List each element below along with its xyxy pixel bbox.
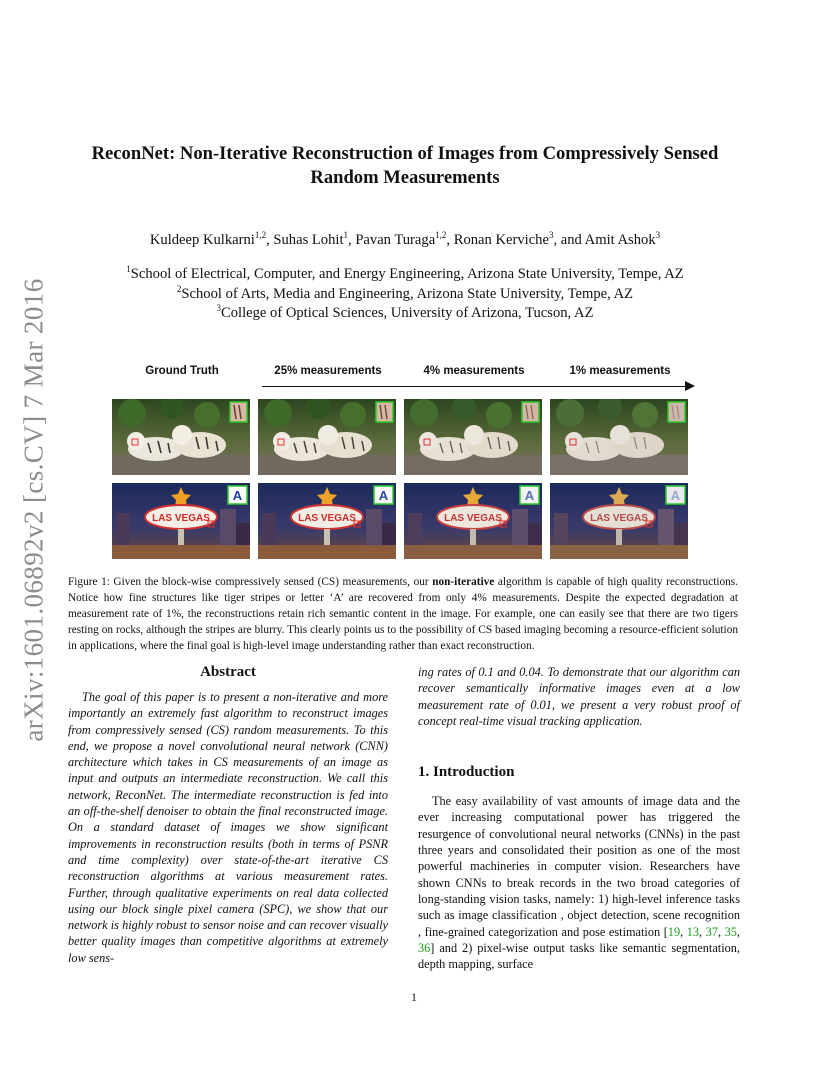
sign-text: LAS VEGAS bbox=[152, 513, 210, 524]
affiliation: $^2$School of Arts, Media and Engineering, Arizona State University, Tempe, AZ bbox=[176, 283, 634, 302]
figure-caption: Figure 1: Given the block-wise compressively sensed (CS) measurements, our non-iterative algorithm is capable of high quality reconstructions. Notice how fine structures like tiger stripes or letter ‘A’ are recovered from only 4% measurements. Despite the expected degradation at measurement rate of 1%, the reconstructions retain rich semantic content in the image. For example, one can easily see that there are two tigers resting on rocks, although the stripes are blurry. This clearly points us to the possibility of CS based imaging becoming a resource-efficient solution in applications, where the final goal is high-level image understanding rather than exact reconstruction. bbox=[68, 576, 738, 652]
abstract-text: The goal of this paper is to present a non-iterative and more importantly an extremely fast algorithm to reconstruct images from compressively sensed (CS) random measurements. To this end, we propose a novel convolutional neural network (CNN) architecture which takes in CS measurements of an image as input and outputs an intermediate reconstruction. We call this network, ReconNet. The intermediate reconstruction is fed into an off-the-shelf denoiser to obtain the final reconstructed image. On a standard dataset of images we show significant improvements in reconstruction results (both in terms of PSNR and time complexity) over state-of-the-art iterative CS reconstruction algorithms at various measurement rates. Further, through qualitative experiments on real data collected using our block single pixel camera (SPC), we show that our network is highly robust to sensor noise and can recover visually better quality images than competitive algorithms at extremely low sens- bbox=[68, 690, 388, 965]
abstract-continued: ing rates of 0.1 and 0.04. To demonstrate that our algorithm can recover semantically informative images even at a low measurement rate of 0.01, we present a very robust proof of concept real-time visual tracking application. bbox=[418, 665, 740, 728]
author: Amit Ashok$^3$ bbox=[584, 230, 661, 248]
citation-link[interactable]: 36 bbox=[418, 940, 431, 955]
affiliation-list bbox=[60, 265, 750, 324]
column-header: 4% measurements bbox=[423, 365, 525, 377]
inset-letter: A bbox=[378, 488, 389, 503]
citation-link[interactable]: 37 bbox=[705, 924, 718, 939]
arxiv-sidebar bbox=[14, 278, 54, 742]
sign-text: LAS VEGAS bbox=[298, 513, 356, 524]
caption-emphasis: non-iterative bbox=[432, 576, 495, 588]
introduction-text: The easy availability of vast amounts of image data and the ever increasing computational power has triggered the resurgence of convolutional neural networks (CNNs) in the past three years and consolidated their position as one of the most powerful machineries in computer vision. Researchers have shown CNNs to break records in the two broad categories of long-standing vision tasks, namely: 1) high-level inference tasks such as image classification , object detection, scene recognition , fine-grained categorization and pose estimation [19, 13, 37, 35, 36] and 2) pixel-wise output tasks like semantic segmentation, depth mapping, surface bbox=[418, 794, 740, 972]
vegas-image-25-percent bbox=[258, 483, 396, 559]
right-column bbox=[418, 664, 740, 972]
citation-link[interactable]: 19 bbox=[667, 924, 681, 939]
affiliation: $^1$School of Electrical, Computer, and Energy Engineering, Arizona State University, Tempe, AZ bbox=[126, 264, 684, 282]
inset-letter: A bbox=[232, 488, 243, 503]
column-header: 1% measurements bbox=[569, 365, 671, 377]
title-line-2: Random Measurements bbox=[310, 167, 500, 188]
tiger-image-4-percent bbox=[404, 399, 542, 475]
inset-letter: A bbox=[524, 488, 535, 503]
page-number: 1 bbox=[411, 990, 417, 1004]
author: Ronan Kerviche$^3$, and bbox=[453, 230, 585, 248]
author: Suhas Lohit$^1$, bbox=[273, 230, 356, 248]
figure-1 bbox=[112, 362, 692, 562]
citation-link[interactable]: 35 bbox=[724, 924, 737, 939]
inset-letter: A bbox=[670, 488, 681, 503]
column-header: Ground Truth bbox=[145, 365, 219, 377]
progression-arrow-line bbox=[262, 386, 690, 387]
paper-title bbox=[60, 142, 750, 190]
tiger-image-25-percent bbox=[258, 399, 396, 475]
vegas-image-1-percent bbox=[550, 483, 688, 559]
citation-link[interactable]: 13 bbox=[686, 924, 700, 939]
introduction-heading: 1. Introduction bbox=[418, 764, 515, 781]
left-column bbox=[68, 664, 388, 966]
affiliation: $^3$College of Optical Sciences, University of Arizona, Tucson, AZ bbox=[216, 303, 594, 321]
figure-column-headers bbox=[112, 362, 692, 382]
vegas-image-ground-truth bbox=[112, 483, 250, 559]
tiger-image-1-percent bbox=[550, 399, 688, 475]
author: Kuldeep Kulkarni$^{1,2}$, bbox=[149, 230, 274, 248]
abstract-heading: Abstract bbox=[200, 664, 256, 680]
author: Pavan Turaga$^{1,2}$, bbox=[355, 230, 454, 248]
author-list bbox=[60, 232, 750, 249]
arrow-head-icon bbox=[685, 381, 695, 391]
arxiv-identifier: arXiv:1601.06892v2 [cs.CV] 7 Mar 2016 bbox=[18, 278, 49, 742]
title-line-1: ReconNet: Non-Iterative Reconstruction of Images from Compressively Sensed bbox=[91, 143, 719, 164]
column-header: 25% measurements bbox=[274, 365, 382, 377]
tiger-image-ground-truth bbox=[112, 399, 250, 475]
sign-text: LAS VEGAS bbox=[590, 513, 648, 524]
vegas-image-4-percent bbox=[404, 483, 542, 559]
sign-text: LAS VEGAS bbox=[444, 513, 502, 524]
